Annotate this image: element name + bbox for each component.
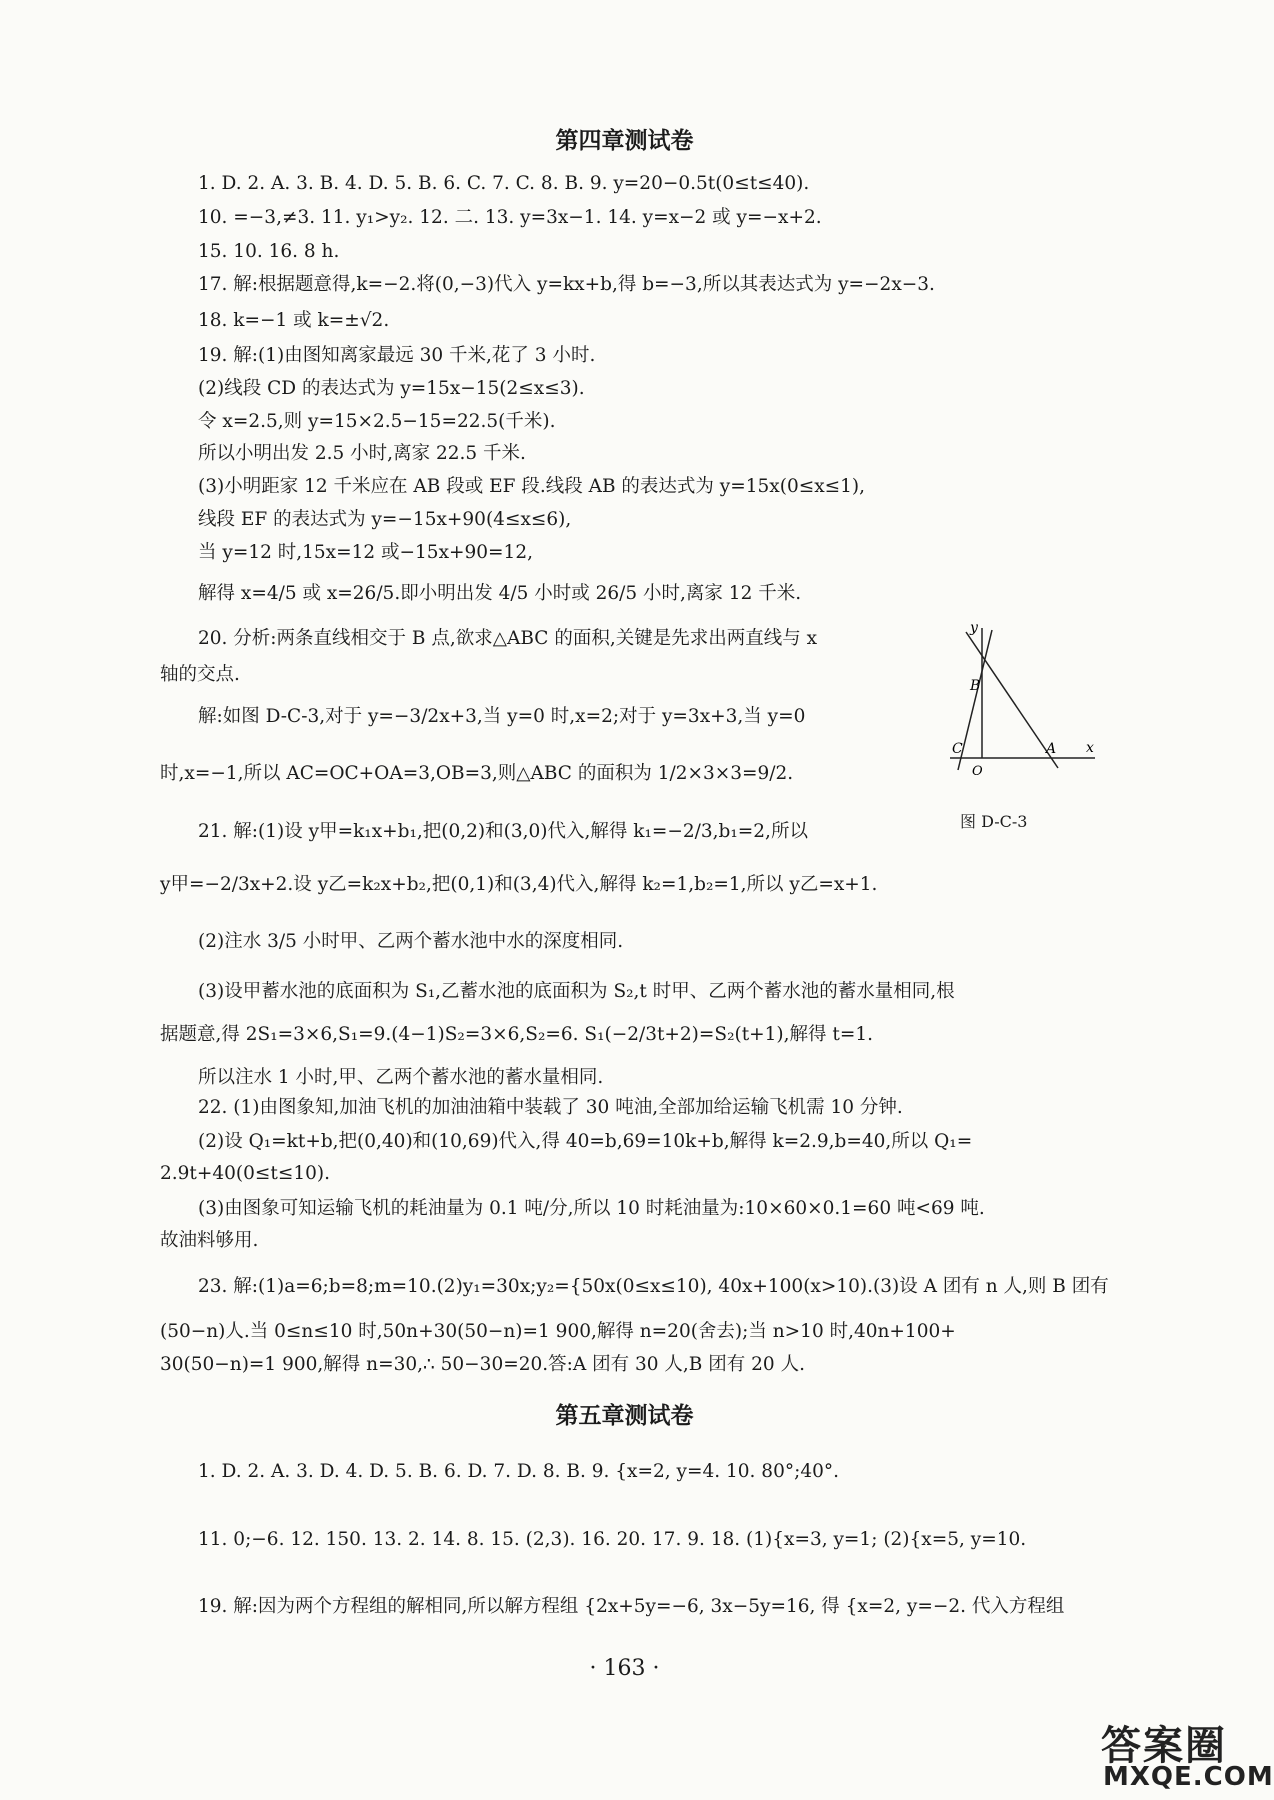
answer-line: 所以注水 1 小时,甲、乙两个蓄水池的蓄水量相同. (198, 1067, 604, 1088)
chapter5-title: 第五章测试卷 (555, 1403, 694, 1429)
answer-line: 22. (1)由图象知,加油飞机的加油油箱中装载了 30 吨油,全部加给运输飞机需 10 分钟. (198, 1097, 903, 1118)
answer-line: (3)由图象可知运输飞机的耗油量为 0.1 吨/分,所以 10 时耗油量为:10×60×0.1=60 吨<69 吨. (198, 1198, 985, 1219)
fig-label-a: A (1046, 741, 1057, 757)
answer-line: (50−n)人.当 0≤n≤10 时,50n+30(50−n)=1 900,解得 n=20(舍去);当 n>10 时,40n+100+ (160, 1321, 956, 1342)
watermark (1093, 1714, 1274, 1796)
answer-line: 17. 解:根据题意得,k=−2.将(0,−3)代入 y=kx+b,得 b=−3,所以其表达式为 y=−2x−3. (198, 274, 935, 295)
answer-line: (3)小明距家 12 千米应在 AB 段或 EF 段.线段 AB 的表达式为 y=15x(0≤x≤1), (198, 476, 866, 497)
answer-line: 20. 分析:两条直线相交于 B 点,欲求△ABC 的面积,关键是先求出两直线与 x (198, 628, 818, 649)
answer-line: 19. 解:因为两个方程组的解相同,所以解方程组 {2x+5y=−6, 3x−5y=16, 得 {x=2, y=−2. 代入方程组 (198, 1596, 1065, 1617)
page-number: · 163 · (589, 1656, 660, 1681)
watermark-bottom: MXQE.COM (1103, 1762, 1274, 1792)
answer-line: 解:如图 D-C-3,对于 y=−3/2x+3,当 y=0 时,x=2;对于 y=3x+3,当 y=0 (198, 706, 806, 727)
fig-label-b: B (970, 678, 981, 694)
fig-label-c: C (952, 741, 963, 757)
answer-line: 据题意,得 2S₁=3×6,S₁=9.(4−1)S₂=3×6,S₂=6. S₁(−2/3t+2)=S₂(t+1),解得 t=1. (160, 1024, 873, 1045)
answer-line: 1. D. 2. A. 3. B. 4. D. 5. B. 6. C. 7. C. 8. B. 9. y=20−0.5t(0≤t≤40). (198, 173, 810, 194)
answer-line: (2)注水 3/5 小时甲、乙两个蓄水池中水的深度相同. (198, 931, 624, 952)
answer-line: 当 y=12 时,15x=12 或−15x+90=12, (198, 542, 533, 563)
answer-line: 时,x=−1,所以 AC=OC+OA=3,OB=3,则△ABC 的面积为 1/2×3×3=9/2. (160, 763, 794, 784)
fig-label-o: O (972, 764, 983, 779)
answer-line: 15. 10. 16. 8 h. (198, 241, 340, 262)
answer-line: 故油料够用. (160, 1230, 259, 1251)
answer-line: 19. 解:(1)由图知离家最远 30 千米,花了 3 小时. (198, 345, 596, 366)
answer-line: (2)线段 CD 的表达式为 y=15x−15(2≤x≤3). (198, 378, 585, 399)
answer-line: 23. 解:(1)a=6;b=8;m=10.(2)y₁=30x;y₂={50x(0≤x≤10), 40x+100(x>10).(3)设 A 团有 n 人,则 B 团有 (198, 1276, 1109, 1297)
answer-line: 30(50−n)=1 900,解得 n=30,∴ 50−30=20.答:A 团有 30 人,B 团有 20 人. (160, 1354, 805, 1375)
figure-caption: 图 D-C-3 (960, 812, 1028, 831)
answer-line: 线段 EF 的表达式为 y=−15x+90(4≤x≤6), (198, 509, 572, 530)
answer-line: (3)设甲蓄水池的底面积为 S₁,乙蓄水池的底面积为 S₂,t 时甲、乙两个蓄水池的蓄水量相同,根 (198, 981, 955, 1002)
line-y-neg-three-halves (966, 632, 1058, 768)
line-y-3x-plus-3 (958, 630, 992, 770)
fig-label-y: y (970, 620, 978, 636)
answer-line: (2)设 Q₁=kt+b,把(0,40)和(10,69)代入,得 40=b,69=10k+b,解得 k=2.9,b=40,所以 Q₁= (198, 1131, 973, 1152)
answer-line: 令 x=2.5,则 y=15×2.5−15=22.5(千米). (198, 411, 556, 432)
fig-label-x: x (1086, 740, 1094, 756)
answer-line: 所以小明出发 2.5 小时,离家 22.5 千米. (198, 443, 526, 464)
answer-line: 轴的交点. (160, 664, 240, 685)
answer-line: y甲=−2/3x+2.设 y乙=k₂x+b₂,把(0,1)和(3,4)代入,解得 k₂=1,b₂=1,所以 y乙=x+1. (160, 874, 878, 895)
answer-line: 解得 x=4/5 或 x=26/5.即小明出发 4/5 小时或 26/5 小时,离家 12 千米. (198, 583, 802, 604)
answer-line: 2.9t+40(0≤t≤10). (160, 1163, 330, 1184)
answer-line: 21. 解:(1)设 y甲=k₁x+b₁,把(0,2)和(3,0)代入,解得 k₁=−2/3,b₁=2,所以 (198, 821, 808, 842)
figure-d-c-3 (940, 620, 1100, 779)
answer-line: 10. =−3,≠3. 11. y₁>y₂. 12. 二. 13. y=3x−1. 14. y=x−2 或 y=−x+2. (198, 207, 822, 228)
chapter4-title: 第四章测试卷 (555, 128, 694, 154)
answer-line: 1. D. 2. A. 3. D. 4. D. 5. B. 6. D. 7. D. 8. B. 9. {x=2, y=4. 10. 80°;40°. (198, 1461, 840, 1482)
answer-line: 11. 0;−6. 12. 150. 13. 2. 14. 8. 15. (2,3). 16. 20. 17. 9. 18. (1){x=3, y=1; (2){x=5, y=10. (198, 1529, 1027, 1550)
watermark-top: 答案圈 (1101, 1723, 1227, 1769)
answer-line: 18. k=−1 或 k=±√2. (198, 310, 390, 331)
